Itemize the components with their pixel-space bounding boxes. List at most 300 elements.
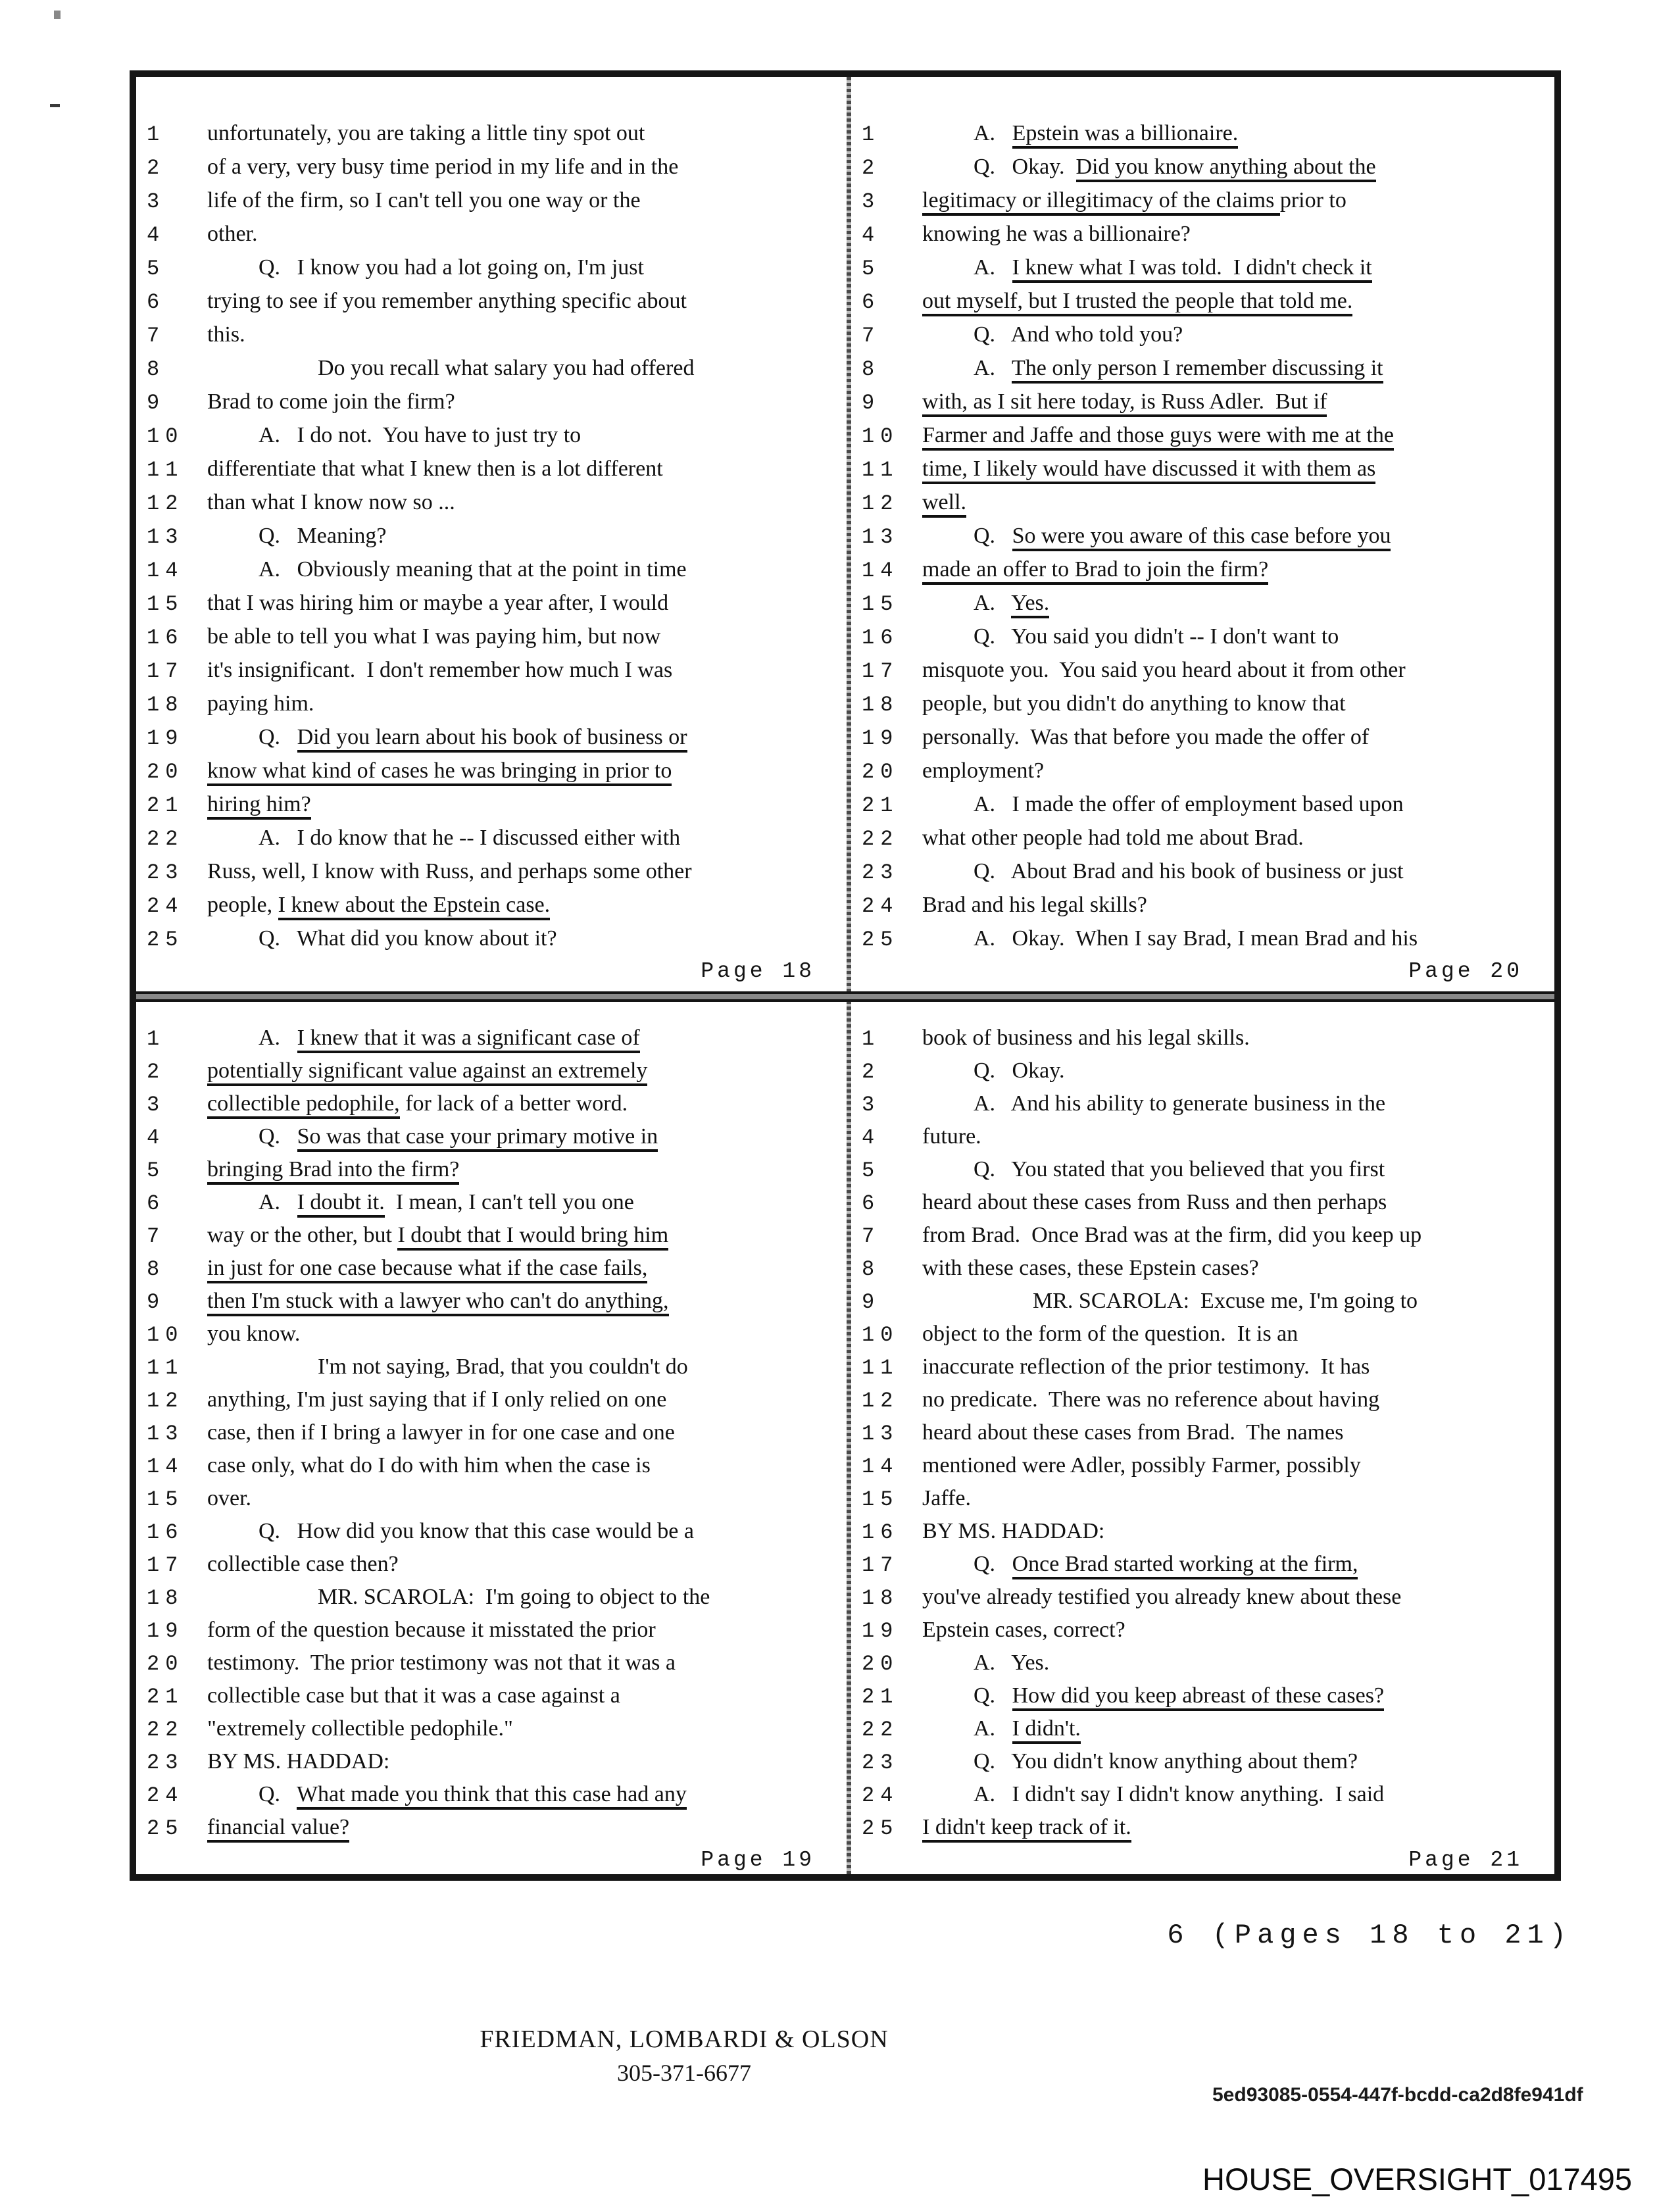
line-number: 23 [147,860,184,885]
line-text: BY MS. HADDAD: [922,1519,1105,1543]
line-number: 6 [862,1191,881,1216]
line-text: A. And his ability to generate business in the [974,1091,1386,1116]
transcript-line [147,787,841,821]
line-number: 3 [147,189,166,214]
line-text: A. I made the offer of employment based upon [974,792,1404,816]
line-number: 6 [147,1191,166,1216]
transcript-line [862,351,1549,385]
transcript-line [862,1120,1549,1153]
line-number: 5 [147,257,166,281]
transcript-line [862,184,1549,217]
line-number: 20 [147,760,184,784]
line-text: you know. [207,1322,301,1346]
line-text: Russ, well, I know with Russ, and perhaps some other [207,859,692,883]
transcript-line [862,1219,1549,1252]
line-text: unfortunately, you are taking a little tiny spot out [207,121,645,145]
transcript-line [862,922,1549,955]
line-number: 21 [147,793,184,818]
line-text: heard about these cases from Russ and then perhaps [922,1190,1387,1214]
line-number: 4 [862,1126,881,1150]
line-number: 12 [147,491,184,516]
line-text: BY MS. HADDAD: [207,1749,390,1774]
line-text: Q. What did you know about it? [259,926,557,951]
page-label: Page 18 [701,959,815,983]
transcript-line [147,1482,841,1515]
transcript-line [147,553,841,586]
line-number: 23 [862,860,899,885]
line-number: 14 [147,559,184,583]
reporter-firm-name: FRIEDMAN, LOMBARDI & OLSON [480,2025,889,2053]
transcript-line [147,1614,841,1647]
line-text: over. [207,1486,252,1510]
reporter-firm-block [0,2025,1368,2087]
line-text: Q. And who told you? [974,322,1183,347]
line-text: Q. Once Brad started working at the firm, [922,1548,1549,1581]
transcript-line [862,653,1549,687]
line-text: then I'm stuck with a lawyer who can't do anything, [207,1285,841,1318]
line-number: 18 [147,693,184,717]
line-text: made an offer to Brad to join the firm? [922,553,1549,586]
transcript-line [862,1482,1549,1515]
line-number: 12 [862,1389,899,1413]
line-number: 2 [862,1060,881,1084]
line-number: 8 [862,357,881,382]
transcript-sheet [130,70,1561,1881]
transcript-line [862,1055,1549,1087]
row-divider [136,991,1554,1002]
line-number: 22 [862,827,899,851]
line-text: personally. Was that before you made the offer of [922,725,1370,749]
line-number: 8 [862,1257,881,1281]
line-text: people, I knew about the Epstein case. [207,888,841,922]
line-text: collectible case but that it was a case against a [207,1683,620,1708]
line-number: 19 [862,1619,899,1643]
page-label: Page 19 [701,1848,815,1872]
line-number: 14 [862,559,899,583]
line-number: 15 [147,592,184,616]
transcript-line [147,855,841,888]
line-text: employment? [922,758,1045,783]
line-text: MR. SCAROLA: I'm going to object to the [318,1585,710,1609]
line-text: Q. Did you learn about his book of business or [207,720,841,754]
transcript-line [147,1811,841,1844]
transcript-line [862,1614,1549,1647]
line-text: A. I didn't say I didn't know anything. I said [974,1782,1385,1806]
line-number: 13 [862,525,899,549]
line-text: form of the question because it misstated the prior [207,1618,656,1642]
transcript-page-18 [136,77,847,991]
transcript-line [862,452,1549,485]
line-text: than what I know now so ... [207,490,455,514]
line-number: 1 [147,1027,166,1051]
scan-artifact [50,104,60,107]
transcript-line [862,1712,1549,1745]
transcript-line [147,1383,841,1416]
line-text: collectible case then? [207,1552,399,1576]
line-number: 17 [147,659,184,683]
transcript-line [862,1383,1549,1416]
transcript-line [862,1153,1549,1186]
line-text: A. I do not. You have to just try to [259,423,581,447]
line-text: Q. You didn't know anything about them? [974,1749,1358,1774]
transcript-line [862,150,1549,184]
transcript-line [147,485,841,519]
line-number: 17 [147,1553,184,1578]
line-number: 9 [862,391,881,415]
line-number: 20 [862,760,899,784]
transcript-line [862,1416,1549,1449]
transcript-line [147,116,841,150]
line-number: 10 [147,1323,184,1347]
transcript-line [862,787,1549,821]
line-text: Q. You stated that you believed that you first [974,1157,1385,1181]
line-text: Q. So were you aware of this case before you [922,519,1549,553]
line-text: Q. You said you didn't -- I don't want to [974,624,1339,649]
line-number: 15 [147,1487,184,1512]
reporter-firm-phone: 305-371-6677 [617,2060,751,2086]
transcript-line [862,318,1549,351]
line-number: 2 [147,1060,166,1084]
line-number: 4 [147,1126,166,1150]
line-number: 6 [147,290,166,314]
line-number: 25 [147,928,184,952]
line-text: Q. Okay. [974,1058,1065,1083]
line-number: 8 [147,1257,166,1281]
transcript-line [862,1548,1549,1581]
line-text: way or the other, but I doubt that I would bring him [207,1219,841,1252]
line-text: book of business and his legal skills. [922,1026,1250,1050]
line-text: it's insignificant. I don't remember how much I was [207,658,673,682]
line-number: 17 [862,1553,899,1578]
transcript-line [862,1087,1549,1120]
transcript-line [147,1647,841,1679]
line-number: 4 [862,223,881,247]
line-number: 17 [862,659,899,683]
transcript-line [862,620,1549,653]
line-number: 19 [147,1619,184,1643]
transcript-line [862,1252,1549,1285]
transcript-line [862,1647,1549,1679]
transcript-line [147,452,841,485]
bates-number-stamp: HOUSE_OVERSIGHT_017495 [1202,2162,1633,2197]
line-text: I didn't keep track of it. [922,1811,1549,1844]
line-text: A. Yes. [922,586,1549,620]
line-text: of a very, very busy time period in my life and in the [207,155,679,179]
transcript-page-19 [136,1002,847,1874]
transcript-line [147,586,841,620]
transcript-line [147,687,841,720]
line-number: 25 [862,1816,899,1841]
line-number: 13 [147,1422,184,1446]
transcript-line [862,1778,1549,1811]
transcript-line [862,418,1549,452]
line-number: 10 [147,424,184,449]
line-text: misquote you. You said you heard about it from other [922,658,1406,682]
transcript-line [147,720,841,754]
transcript-line [147,284,841,318]
transcript-line [147,1548,841,1581]
transcript-line [147,251,841,284]
line-text: legitimacy or illegitimacy of the claims prior to [922,184,1549,217]
line-text: case only, what do I do with him when the case is [207,1453,651,1478]
line-text: A. The only person I remember discussing it [922,351,1549,385]
transcript-line [147,1449,841,1482]
transcript-line [147,318,841,351]
line-number: 19 [147,726,184,751]
transcript-line [147,1745,841,1778]
line-text: Q. Okay. Did you know anything about the [922,150,1549,184]
line-text: A. I knew what I was told. I didn't check it [922,251,1549,284]
line-number: 12 [862,491,899,516]
transcript-line [147,418,841,452]
transcript-line [862,284,1549,318]
line-text: Jaffe. [922,1486,971,1510]
line-text: Q. So was that case your primary motive in [207,1120,841,1153]
transcript-line [147,1581,841,1614]
document-id-stamp: 5ed93085-0554-447f-bcdd-ca2d8fe941df [1212,2084,1583,2106]
transcript-line [147,150,841,184]
line-number: 25 [147,1816,184,1841]
transcript-line [862,519,1549,553]
transcript-line [147,351,841,385]
transcript-line [147,519,841,553]
line-text: Brad to come join the firm? [207,389,455,414]
transcript-line [147,620,841,653]
transcript-line [862,116,1549,150]
line-text: object to the form of the question. It is an [922,1322,1298,1346]
line-text: know what kind of cases he was bringing in prior to [207,754,841,787]
line-number: 21 [862,1685,899,1709]
line-number: 16 [147,1520,184,1545]
line-text: "extremely collectible pedophile." [207,1716,513,1741]
line-number: 21 [147,1685,184,1709]
line-number: 22 [147,827,184,851]
line-text: in just for one case because what if the case fails, [207,1252,841,1285]
line-number: 18 [862,1586,899,1610]
transcript-line [862,855,1549,888]
line-number: 11 [862,458,899,482]
line-text: A. I doubt it. I mean, I can't tell you one [207,1186,841,1219]
transcript-line [147,217,841,251]
line-number: 23 [862,1751,899,1775]
transcript-line [862,1351,1549,1383]
line-text: people, but you didn't do anything to know that [922,691,1346,716]
line-number: 20 [862,1652,899,1676]
line-text: heard about these cases from Brad. The names [922,1420,1344,1445]
line-text: from Brad. Once Brad was at the firm, did you keep up [922,1223,1422,1247]
line-number: 14 [147,1454,184,1479]
transcript-line [862,553,1549,586]
line-text: with these cases, these Epstein cases? [922,1256,1259,1280]
line-text: what other people had told me about Brad. [922,826,1304,850]
line-text: A. Okay. When I say Brad, I mean Brad and his [974,926,1418,951]
line-number: 4 [147,223,166,247]
line-number: 20 [147,1652,184,1676]
line-text: Q. Meaning? [259,524,387,548]
line-text: bringing Brad into the firm? [207,1153,841,1186]
line-text: that I was hiring him or maybe a year after, I would [207,591,669,615]
line-number: 10 [862,424,899,449]
transcript-line [147,1351,841,1383]
line-text: A. Obviously meaning that at the point in time [259,557,687,582]
line-number: 1 [862,122,881,147]
line-number: 22 [862,1718,899,1742]
line-text: testimony. The prior testimony was not that it was a [207,1651,676,1675]
sheet-page-range: 6 (Pages 18 to 21) [1167,1920,1572,1951]
transcript-line [147,1186,841,1219]
line-number: 13 [862,1422,899,1446]
line-text: A. Epstein was a billionaire. [922,116,1549,150]
line-text: Q. How did you know that this case would be a [259,1519,694,1543]
transcript-line [147,922,841,955]
transcript-page-20 [851,77,1554,991]
scan-artifact [54,11,61,19]
line-number: 18 [147,1586,184,1610]
transcript-line [147,653,841,687]
line-number: 1 [862,1027,881,1051]
line-number: 11 [147,458,184,482]
transcript-line [862,821,1549,855]
transcript-line [862,754,1549,787]
line-number: 11 [147,1356,184,1380]
line-text: financial value? [207,1811,841,1844]
line-text: anything, I'm just saying that if I only relied on one [207,1387,667,1412]
transcript-line [862,888,1549,922]
line-text: out myself, but I trusted the people that told me. [922,284,1549,318]
line-number: 16 [862,1520,899,1545]
line-number: 7 [862,324,881,348]
line-text: A. I do know that he -- I discussed either with [259,826,681,850]
line-text: Farmer and Jaffe and those guys were with me at the [922,418,1549,452]
line-number: 24 [147,1783,184,1808]
transcript-line [147,1416,841,1449]
transcript-line [147,821,841,855]
line-number: 5 [862,1158,881,1183]
transcript-line [862,1186,1549,1219]
line-text: no predicate. There was no reference about having [922,1387,1380,1412]
line-text: Brad and his legal skills? [922,893,1147,917]
line-number: 21 [862,793,899,818]
transcript-line [147,1153,841,1186]
line-number: 19 [862,726,899,751]
transcript-line [862,1285,1549,1318]
page-label: Page 20 [1408,959,1523,983]
line-number: 5 [147,1158,166,1183]
line-number: 5 [862,257,881,281]
line-text: Q. How did you keep abreast of these cases? [922,1679,1549,1712]
transcript-line [862,217,1549,251]
line-number: 16 [862,626,899,650]
line-number: 2 [862,156,881,180]
transcript-line [862,1679,1549,1712]
line-text: this. [207,322,245,347]
transcript-line [147,1055,841,1087]
line-number: 13 [147,525,184,549]
line-number: 24 [147,894,184,918]
line-number: 16 [147,626,184,650]
line-number: 23 [147,1751,184,1775]
line-text: with, as I sit here today, is Russ Adler. But if [922,385,1549,418]
transcript-page-21 [851,1002,1554,1874]
line-text: mentioned were Adler, possibly Farmer, possibly [922,1453,1361,1478]
transcript-line [147,1712,841,1745]
transcript-line [862,485,1549,519]
transcript-line [862,1811,1549,1844]
line-text: Epstein cases, correct? [922,1618,1125,1642]
line-number: 22 [147,1718,184,1742]
transcript-line [862,1581,1549,1614]
line-text: hiring him? [207,787,841,821]
line-number: 24 [862,894,899,918]
transcript-line [147,888,841,922]
line-number: 7 [147,324,166,348]
line-number: 3 [147,1093,166,1117]
transcript-line [862,251,1549,284]
line-text: future. [922,1124,981,1149]
line-text: other. [207,222,258,246]
transcript-line [147,385,841,418]
line-number: 24 [862,1783,899,1808]
transcript-line [147,1515,841,1548]
line-text: life of the firm, so I can't tell you one way or the [207,188,641,212]
line-number: 7 [147,1224,166,1249]
page-label: Page 21 [1408,1848,1523,1872]
line-number: 9 [147,391,166,415]
line-text: A. Yes. [974,1651,1050,1675]
line-number: 10 [862,1323,899,1347]
transcript-line [862,586,1549,620]
line-number: 2 [147,156,166,180]
line-text: knowing he was a billionaire? [922,222,1191,246]
line-text: A. I didn't. [922,1712,1549,1745]
transcript-line [862,687,1549,720]
line-text: trying to see if you remember anything specific about [207,289,687,313]
transcript-line [147,754,841,787]
line-text: MR. SCAROLA: Excuse me, I'm going to [1033,1289,1418,1313]
transcript-line [147,1285,841,1318]
transcript-line [147,184,841,217]
line-text: Do you recall what salary you had offered [318,356,695,380]
line-number: 15 [862,592,899,616]
transcript-line [862,1022,1549,1055]
transcript-line [147,1219,841,1252]
column-divider [847,77,851,1874]
transcript-line [147,1087,841,1120]
line-text: time, I likely would have discussed it with them as [922,452,1549,485]
transcript-line [862,1449,1549,1482]
transcript-line [147,1252,841,1285]
transcript-line [862,1515,1549,1548]
line-text: differentiate that what I knew then is a lot different [207,457,663,481]
line-text: collectible pedophile, for lack of a better word. [207,1087,841,1120]
transcript-line [862,1745,1549,1778]
line-number: 9 [147,1290,166,1314]
line-number: 11 [862,1356,899,1380]
line-number: 15 [862,1487,899,1512]
line-text: I'm not saying, Brad, that you couldn't do [318,1354,688,1379]
line-number: 25 [862,928,899,952]
line-number: 18 [862,693,899,717]
line-number: 12 [147,1389,184,1413]
transcript-line [147,1120,841,1153]
line-text: inaccurate reflection of the prior testimony. It has [922,1354,1370,1379]
transcript-line [147,1679,841,1712]
transcript-line [862,1318,1549,1351]
line-text: you've already testified you already knew about these [922,1585,1402,1609]
line-number: 9 [862,1290,881,1314]
line-number: 14 [862,1454,899,1479]
line-number: 1 [147,122,166,147]
